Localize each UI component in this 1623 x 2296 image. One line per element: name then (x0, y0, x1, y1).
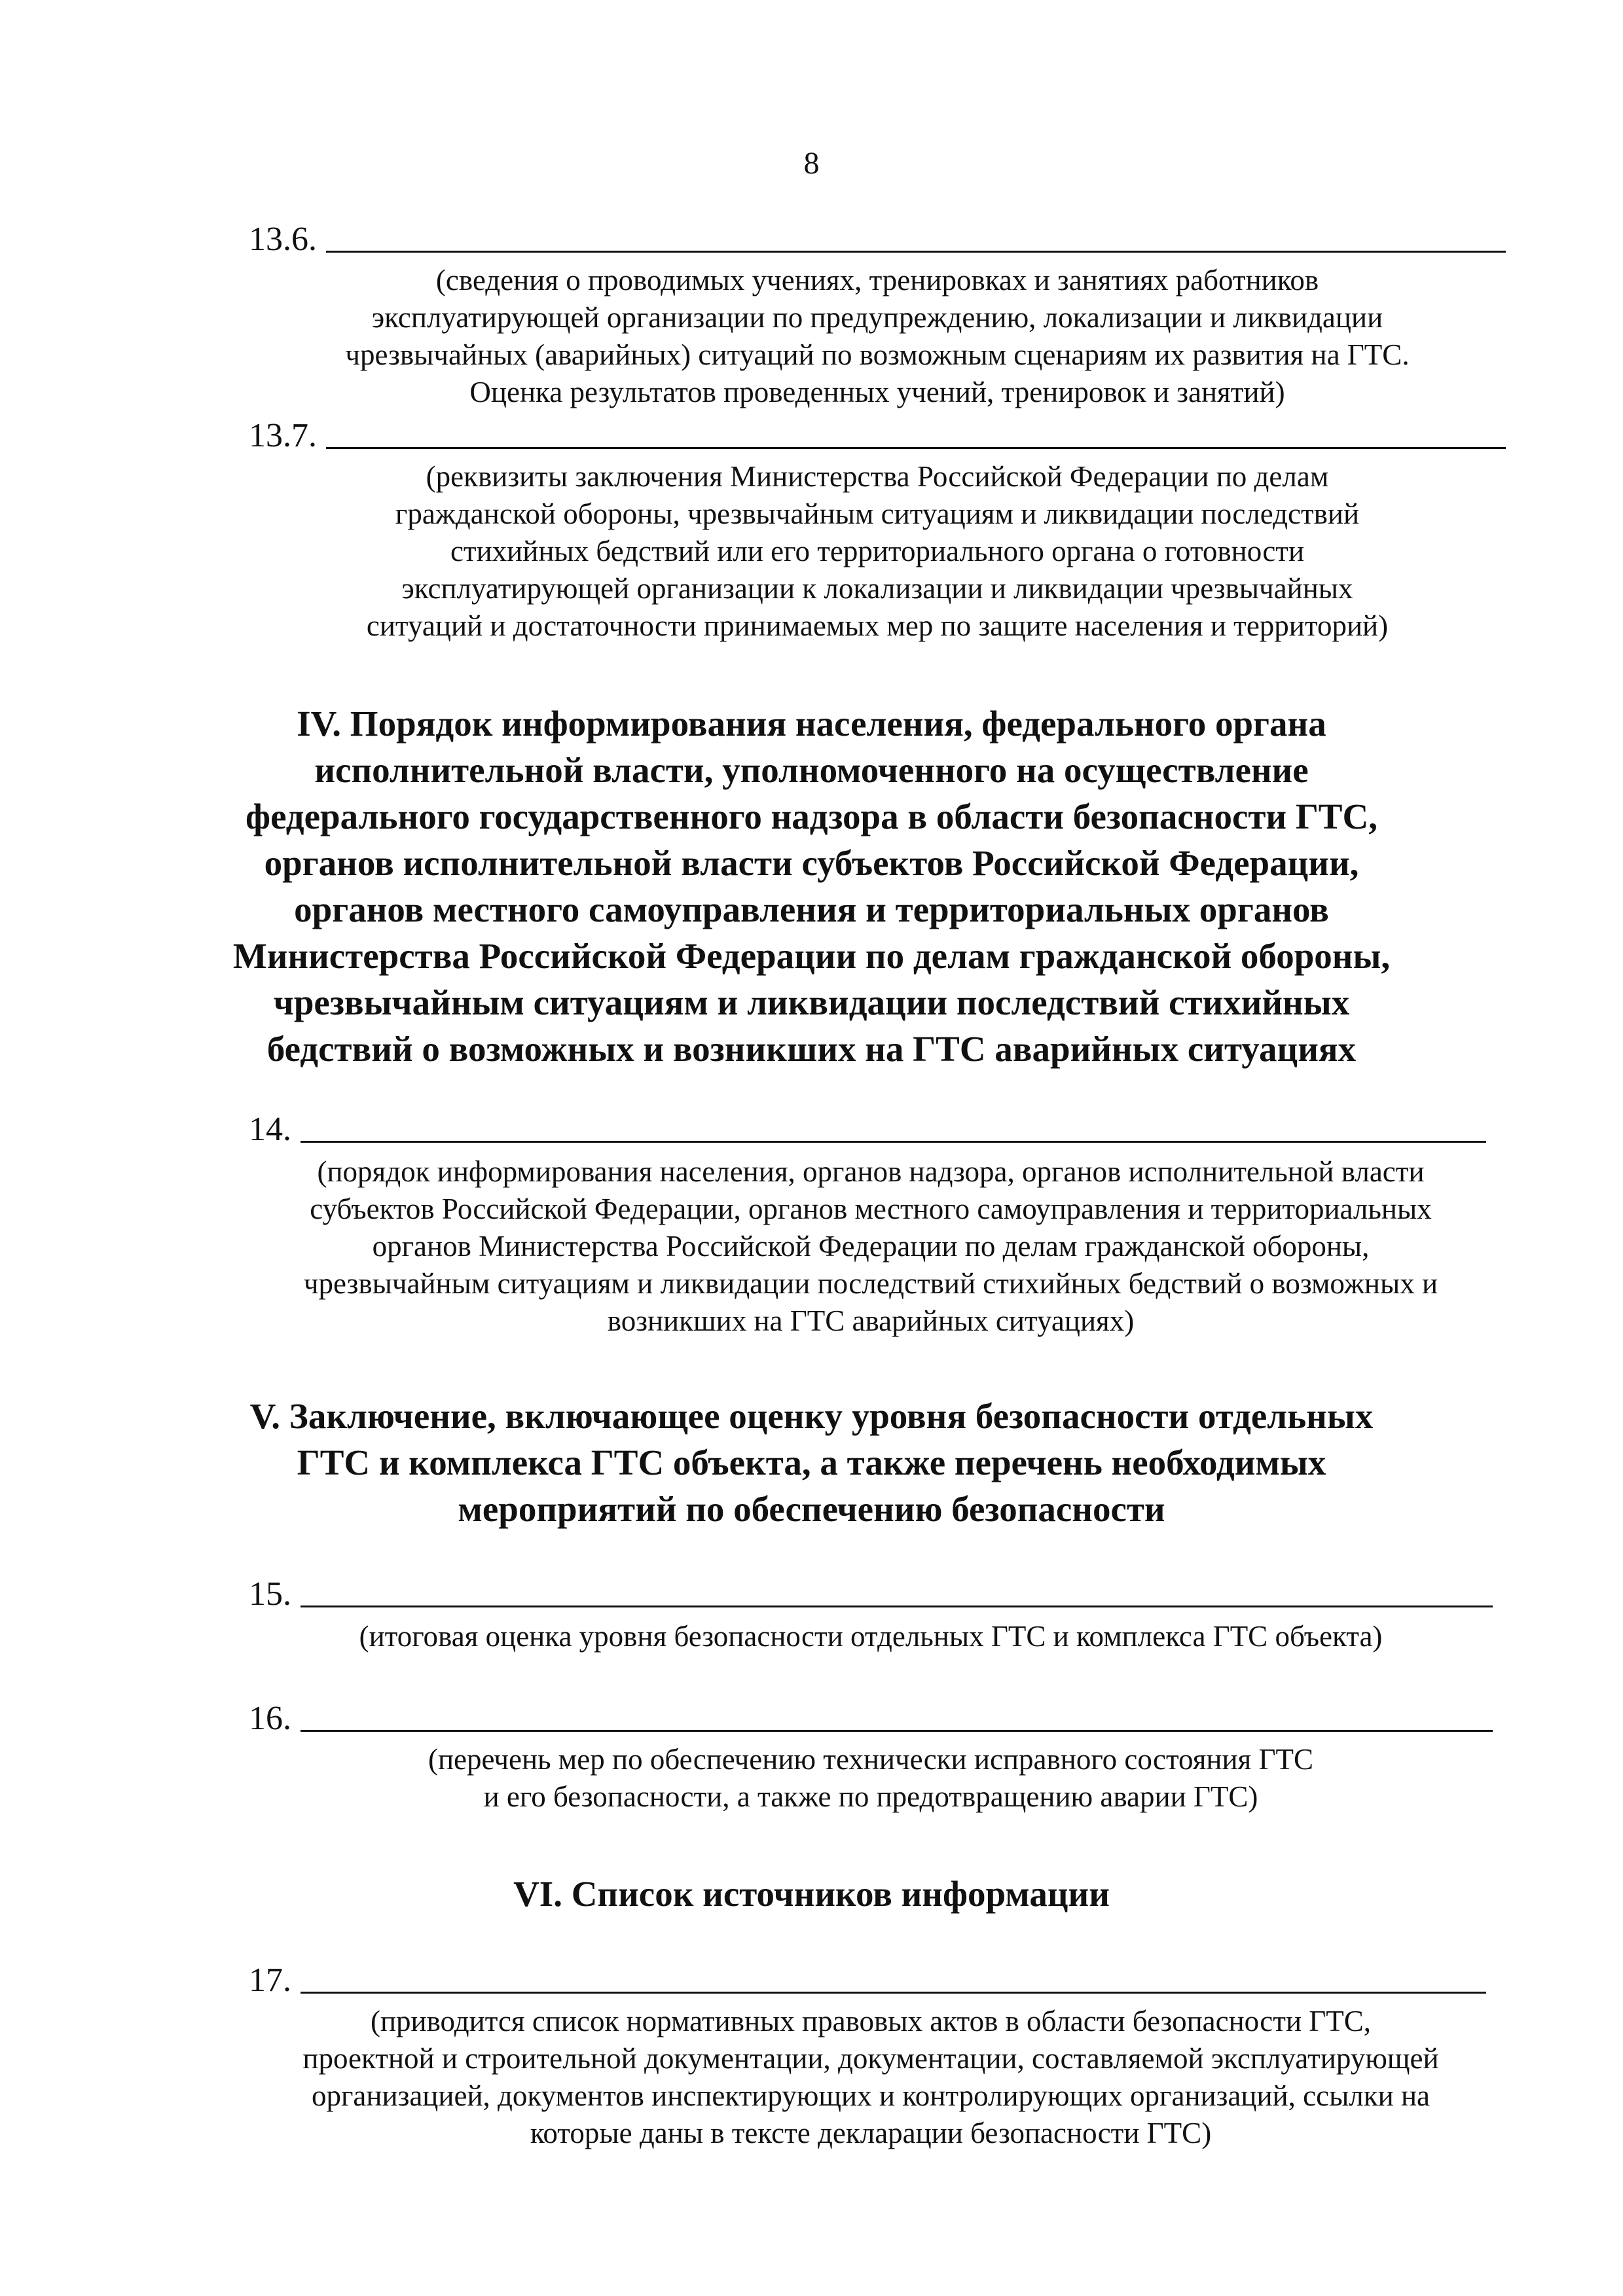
caption-line: гражданской обороны, чрезвычайным ситуациям и ликвидации последствий (395, 497, 1360, 530)
item-number: 13.7. (249, 417, 317, 454)
heading-line: V. Заключение, включающее оценку уровня безопасности отдельных (249, 1396, 1374, 1436)
heading-line: органов местного самоуправления и территориальных органов (294, 889, 1329, 929)
caption-line: возникших на ГТС аварийных ситуациях) (607, 1304, 1135, 1337)
heading-line: органов исполнительной власти субъектов Российской Федерации, (264, 843, 1359, 883)
field-14 (249, 1113, 1486, 1147)
item-number: 15. (249, 1575, 291, 1613)
heading-line: бедствий о возможных и возникших на ГТС аварийных ситуациях (266, 1029, 1357, 1069)
section-v-heading (0, 1393, 1623, 1532)
item-number: 17. (249, 1962, 291, 1999)
fill-line (301, 1729, 1493, 1732)
fill-line (326, 446, 1506, 449)
caption-line: организацией, документов инспектирующих и контролирующих организаций, ссылки на (311, 2079, 1431, 2112)
field-15 (249, 1577, 1493, 1611)
caption-line: субъектов Российской Федерации, органов местного самоуправления и территориальных (310, 1193, 1432, 1225)
field-17 (249, 1964, 1486, 1998)
field-16 (249, 1702, 1493, 1736)
heading-line: федерального государственного надзора в области безопасности ГТС, (246, 797, 1377, 836)
caption-line: Оценка результатов проведенных учений, тренировок и занятий) (469, 376, 1285, 408)
heading-line: мероприятий по обеспечению безопасности (458, 1489, 1165, 1529)
heading-line: чрезвычайным ситуациям и ликвидации последствий стихийных (273, 982, 1350, 1022)
caption-line: которые даны в тексте декларации безопасности ГТС) (530, 2117, 1212, 2149)
fill-line (301, 1605, 1493, 1607)
caption-line: (итоговая оценка уровня безопасности отдельных ГТС и комплекса ГТС объекта) (359, 1620, 1383, 1653)
caption-line: (реквизиты заключения Министерства Российской Федерации по делам (426, 460, 1329, 493)
caption-line: (сведения о проводимых учениях, тренировках и занятиях работников (435, 264, 1319, 296)
caption-line: чрезвычайным ситуациям и ликвидации последствий стихийных бедствий о возможных и (303, 1267, 1438, 1300)
heading-line: исполнительной власти, уполномоченного на осуществление (314, 750, 1309, 790)
item-number: 13.6. (249, 221, 317, 258)
caption-line: (перечень мер по обеспечению технически исправного состояния ГТС (428, 1743, 1314, 1776)
heading-line: VI. Список источников информации (513, 1874, 1110, 1914)
caption-17 (223, 2003, 1519, 2152)
item-number: 14. (249, 1111, 291, 1148)
heading-line: IV. Порядок информирования населения, федерального органа (297, 704, 1326, 744)
caption-line: эксплуатирующей организации по предупреждению, локализации и ликвидации (371, 301, 1383, 334)
item-number: 16. (249, 1700, 291, 1737)
heading-line: Министерства Российской Федерации по делам гражданской обороны, (232, 936, 1391, 976)
caption-line: (приводится список нормативных правовых актов в области безопасности ГТС, (370, 2005, 1372, 2037)
section-iv-heading (0, 700, 1623, 1072)
field-13-6 (249, 223, 1506, 257)
fill-line (301, 1140, 1486, 1143)
caption-line: эксплуатирующей организации к локализации и ликвидации чрезвычайных (401, 572, 1353, 605)
caption-15 (249, 1618, 1493, 1655)
caption-line: чрезвычайных (аварийных) ситуаций по возможным сценариям их развития на ГТС. (345, 338, 1410, 371)
caption-13-7 (249, 458, 1506, 645)
caption-line: и его безопасности, а также по предотвращению аварии ГТС) (483, 1780, 1258, 1813)
fill-line (326, 250, 1506, 253)
field-13-7 (249, 419, 1506, 453)
caption-16 (249, 1741, 1493, 1816)
caption-line: ситуаций и достаточности принимаемых мер по защите населения и территорий) (366, 609, 1389, 642)
caption-line: стихийных бедствий или его территориального органа о готовности (450, 535, 1305, 567)
heading-line: ГТС и комплекса ГТС объекта, а также перечень необходимых (297, 1443, 1326, 1482)
caption-14 (223, 1153, 1519, 1340)
caption-line: (порядок информирования населения, органов надзора, органов исполнительной власти (317, 1155, 1425, 1188)
page-number: 8 (803, 146, 820, 181)
caption-line: органов Министерства Российской Федерации по делам гражданской обороны, (372, 1230, 1370, 1263)
caption-13-6 (249, 262, 1506, 411)
fill-line (301, 1991, 1486, 1994)
section-vi-heading (0, 1871, 1623, 1917)
caption-line: проектной и строительной документации, документации, составляемой эксплуатирующей (302, 2042, 1439, 2075)
